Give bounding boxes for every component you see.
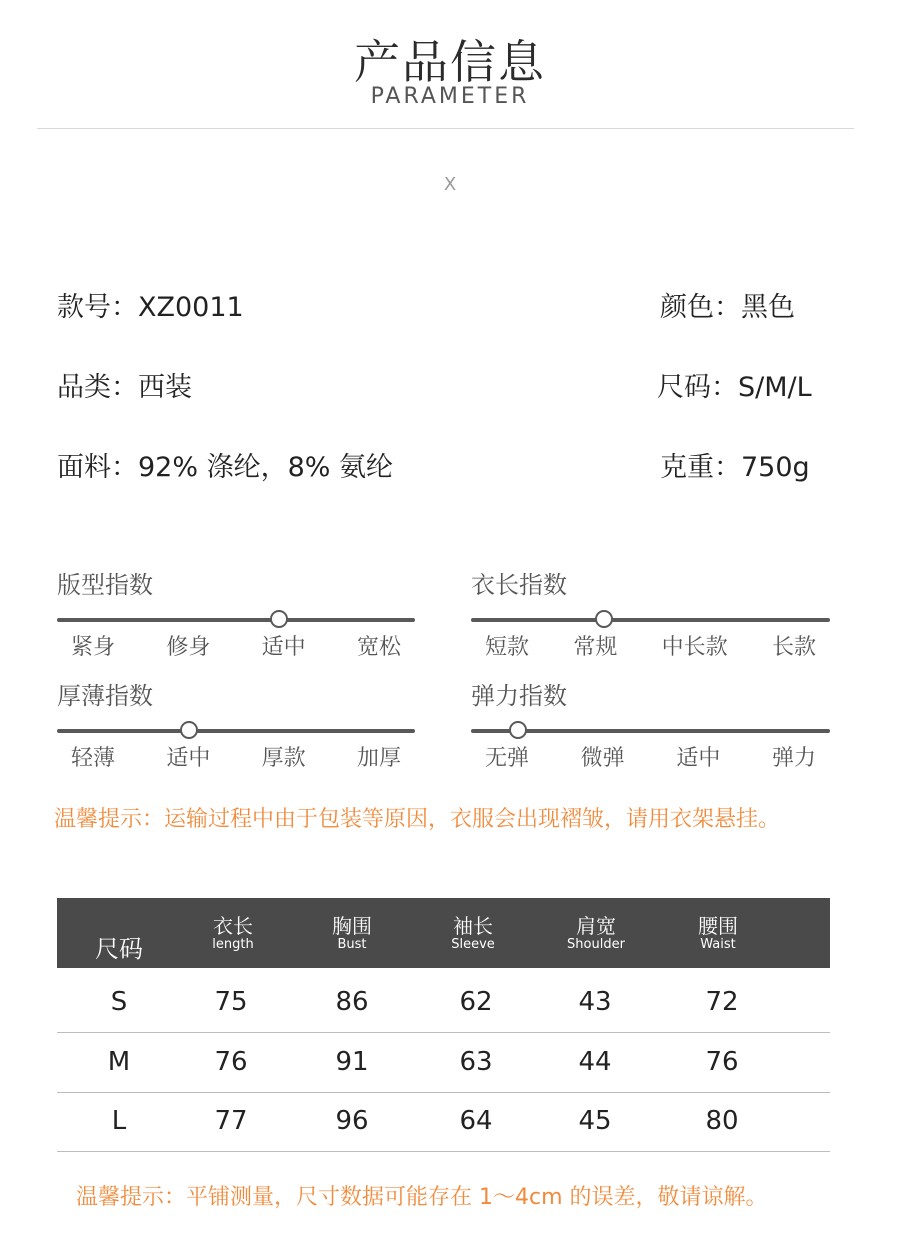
header-bust: 胸围 Bust — [332, 914, 372, 952]
table-cell: L — [111, 1106, 127, 1136]
table-cell: S — [110, 987, 128, 1017]
index-option: 无弹 — [485, 746, 530, 771]
header-size: 尺码 — [95, 935, 143, 963]
table-cell: 63 — [459, 1047, 493, 1077]
index-option: 弹力 — [771, 746, 816, 771]
table-cell: 76 — [214, 1047, 248, 1077]
index-title: 衣长指数 — [471, 571, 567, 599]
index-option: 短款 — [485, 635, 530, 660]
table-cell: 96 — [335, 1106, 369, 1136]
header-divider — [37, 128, 854, 129]
index-track — [57, 729, 415, 733]
index-option: 适中 — [676, 746, 721, 771]
table-cell: 91 — [335, 1047, 369, 1077]
index-option: 加厚 — [356, 746, 401, 771]
index-knob — [270, 610, 288, 628]
index-thickness — [57, 676, 415, 772]
header-sleeve: 袖长 Sleeve — [451, 914, 495, 952]
info-size: 尺码：S/M/L — [657, 372, 812, 403]
table-cell: 45 — [578, 1106, 612, 1136]
index-track — [471, 618, 830, 622]
index-option: 紧身 — [71, 635, 116, 660]
table-cell: 76 — [705, 1047, 739, 1077]
page-subtitle: PARAMETER — [370, 84, 530, 109]
index-option: 轻薄 — [71, 746, 116, 771]
table-cell: M — [107, 1047, 131, 1077]
table-cell: 44 — [578, 1047, 612, 1077]
index-knob — [180, 721, 198, 739]
index-option: 中长款 — [661, 635, 728, 660]
page-title: 产品信息 — [354, 35, 546, 89]
index-title: 版型指数 — [57, 571, 153, 599]
table-cell: 43 — [578, 987, 612, 1017]
table-row — [57, 973, 830, 1033]
table-cell: 77 — [214, 1106, 248, 1136]
index-option: 长款 — [771, 635, 816, 660]
info-weight: 克重：750g — [660, 452, 810, 483]
header-shoulder: 肩宽 Shoulder — [567, 914, 625, 952]
table-cell: 86 — [335, 987, 369, 1017]
index-track — [57, 618, 415, 622]
table-cell: 75 — [214, 987, 248, 1017]
table-row — [57, 1033, 830, 1093]
info-fabric: 面料：92% 涤纶，8% 氨纶 — [57, 452, 394, 483]
index-knob — [595, 610, 613, 628]
index-length — [471, 565, 830, 661]
size-table-header — [57, 898, 830, 968]
header-length: 衣长 length — [212, 914, 254, 952]
table-cell: 72 — [705, 987, 739, 1017]
info-category: 品类：西装 — [57, 372, 192, 403]
table-row — [57, 1092, 830, 1152]
index-option: 常规 — [573, 635, 618, 660]
table-cell: 64 — [459, 1106, 493, 1136]
index-option: 宽松 — [356, 635, 401, 660]
index-elasticity — [471, 676, 830, 772]
index-option: 适中 — [261, 635, 306, 660]
index-title: 弹力指数 — [471, 682, 567, 710]
info-style-no: 款号：XZ0011 — [57, 292, 244, 323]
table-cell: 80 — [705, 1106, 739, 1136]
index-option: 修身 — [166, 635, 211, 660]
index-title: 厚薄指数 — [57, 682, 153, 710]
index-fit — [57, 565, 415, 661]
measurement-tip: 温馨提示：平铺测量，尺寸数据可能存在 1～4cm 的误差，敬请谅解。 — [76, 1185, 768, 1210]
index-option: 微弹 — [580, 746, 625, 771]
index-option: 适中 — [166, 746, 211, 771]
info-color: 颜色：黑色 — [660, 292, 795, 323]
x-mark: X — [443, 174, 457, 195]
header-waist: 腰围 Waist — [698, 914, 738, 952]
table-cell: 62 — [459, 987, 493, 1017]
index-knob — [509, 721, 527, 739]
shipping-tip: 温馨提示：运输过程中由于包装等原因，衣服会出现褶皱，请用衣架悬挂。 — [54, 807, 781, 832]
index-option: 厚款 — [261, 746, 306, 771]
